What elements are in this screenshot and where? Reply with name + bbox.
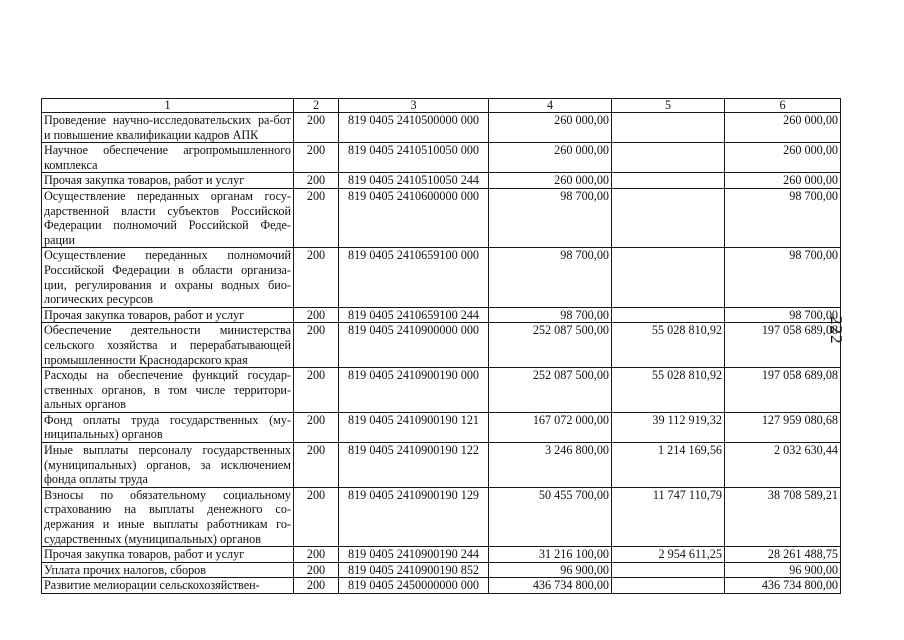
row-col2-cell: 200 <box>294 113 339 143</box>
row-col2-cell: 200 <box>294 323 339 368</box>
table-row <box>42 562 841 578</box>
remaining-amount-cell: 260 000,00 <box>725 173 841 189</box>
table-row <box>42 113 841 143</box>
row-col2-cell: 200 <box>294 562 339 578</box>
executed-amount-cell: 2 954 611,25 <box>612 547 725 563</box>
budget-code-cell: 819 0405 2410900190 000 <box>339 368 489 413</box>
row-col2-cell: 200 <box>294 443 339 488</box>
budget-code-cell: 819 0405 2450000000 000 <box>339 578 489 594</box>
budget-code-cell: 819 0405 2410900190 121 <box>339 412 489 442</box>
approved-amount-cell: 50 455 700,00 <box>489 487 612 546</box>
row-col2-cell: 200 <box>294 547 339 563</box>
approved-amount-cell: 252 087 500,00 <box>489 368 612 413</box>
row-name-cell: Обеспечение деятельности министерства сельского хозяйства и перерабатывающей промышленности Краснодарского края <box>42 323 294 368</box>
remaining-amount-cell: 197 058 689,08 <box>725 323 841 368</box>
executed-amount-cell <box>612 248 725 307</box>
row-col2-cell: 200 <box>294 173 339 189</box>
executed-amount-cell: 39 112 919,32 <box>612 412 725 442</box>
budget-code-cell: 819 0405 2410900190 852 <box>339 562 489 578</box>
approved-amount-cell: 3 246 800,00 <box>489 443 612 488</box>
executed-amount-cell: 55 028 810,92 <box>612 368 725 413</box>
remaining-amount-cell: 436 734 800,00 <box>725 578 841 594</box>
page-number: 222 <box>827 316 846 345</box>
remaining-amount-cell: 98 700,00 <box>725 248 841 307</box>
remaining-amount-cell: 96 900,00 <box>725 562 841 578</box>
row-name-cell: Развитие мелиорации сельскохозяйствен- <box>42 578 294 594</box>
table-row <box>42 443 841 488</box>
row-col2-cell: 200 <box>294 368 339 413</box>
remaining-amount-cell: 197 058 689,08 <box>725 368 841 413</box>
approved-amount-cell: 436 734 800,00 <box>489 578 612 594</box>
budget-code-cell: 819 0405 2410900190 244 <box>339 547 489 563</box>
approved-amount-cell: 252 087 500,00 <box>489 323 612 368</box>
table-row <box>42 323 841 368</box>
executed-amount-cell: 11 747 110,79 <box>612 487 725 546</box>
executed-amount-cell <box>612 562 725 578</box>
table-row <box>42 368 841 413</box>
budget-code-cell: 819 0405 2410600000 000 <box>339 188 489 247</box>
remaining-amount-cell: 260 000,00 <box>725 113 841 143</box>
header-col-6: 6 <box>725 99 841 113</box>
table-row <box>42 547 841 563</box>
remaining-amount-cell: 260 000,00 <box>725 143 841 173</box>
row-col2-cell: 200 <box>294 143 339 173</box>
row-name-cell: Прочая закупка товаров, работ и услуг <box>42 547 294 563</box>
header-col-3: 3 <box>339 99 489 113</box>
budget-code-cell: 819 0405 2410500000 000 <box>339 113 489 143</box>
row-name-cell: Уплата прочих налогов, сборов <box>42 562 294 578</box>
approved-amount-cell: 98 700,00 <box>489 188 612 247</box>
row-name-cell: Прочая закупка товаров, работ и услуг <box>42 173 294 189</box>
table-row <box>42 412 841 442</box>
row-name-cell: Осуществление переданных полномочий Российской Федерации в области организа-ции, регулирования и охраны водных био-логических ресурсов <box>42 248 294 307</box>
budget-table <box>41 98 841 594</box>
budget-code-cell: 819 0405 2410900190 129 <box>339 487 489 546</box>
budget-code-cell: 819 0405 2410510050 000 <box>339 143 489 173</box>
executed-amount-cell <box>612 188 725 247</box>
executed-amount-cell <box>612 173 725 189</box>
approved-amount-cell: 260 000,00 <box>489 143 612 173</box>
table-row <box>42 248 841 307</box>
row-name-cell: Фонд оплаты труда государственных (му-ниципальных) органов <box>42 412 294 442</box>
table-row <box>42 307 841 323</box>
row-col2-cell: 200 <box>294 412 339 442</box>
header-col-4: 4 <box>489 99 612 113</box>
table-row <box>42 173 841 189</box>
table-row <box>42 578 841 594</box>
row-name-cell: Взносы по обязательному социальному страхованию на выплаты денежного со-держания и иные выплаты работникам го-сударственных (муниципальных) органов <box>42 487 294 546</box>
remaining-amount-cell: 98 700,00 <box>725 307 841 323</box>
table-row <box>42 487 841 546</box>
header-col-2: 2 <box>294 99 339 113</box>
remaining-amount-cell: 98 700,00 <box>725 188 841 247</box>
row-name-cell: Иные выплаты персоналу государственных (муниципальных) органов, за исключением фонда оплаты труда <box>42 443 294 488</box>
table-row <box>42 188 841 247</box>
budget-code-cell: 819 0405 2410659100 244 <box>339 307 489 323</box>
row-name-cell: Прочая закупка товаров, работ и услуг <box>42 307 294 323</box>
executed-amount-cell: 1 214 169,56 <box>612 443 725 488</box>
approved-amount-cell: 260 000,00 <box>489 113 612 143</box>
budget-code-cell: 819 0405 2410900190 122 <box>339 443 489 488</box>
row-name-cell: Проведение научно-исследовательских ра-бот и повышение квалификации кадров АПК <box>42 113 294 143</box>
remaining-amount-cell: 127 959 080,68 <box>725 412 841 442</box>
row-col2-cell: 200 <box>294 248 339 307</box>
approved-amount-cell: 260 000,00 <box>489 173 612 189</box>
header-col-5: 5 <box>612 99 725 113</box>
budget-code-cell: 819 0405 2410510050 244 <box>339 173 489 189</box>
budget-code-cell: 819 0405 2410900000 000 <box>339 323 489 368</box>
row-col2-cell: 200 <box>294 487 339 546</box>
row-col2-cell: 200 <box>294 188 339 247</box>
approved-amount-cell: 167 072 000,00 <box>489 412 612 442</box>
row-name-cell: Научное обеспечение агропромышленного комплекса <box>42 143 294 173</box>
row-name-cell: Осуществление переданных органам госу-дарственной власти субъектов Российской Федерации полномочий Российской Феде-рации <box>42 188 294 247</box>
approved-amount-cell: 31 216 100,00 <box>489 547 612 563</box>
remaining-amount-cell: 2 032 630,44 <box>725 443 841 488</box>
budget-code-cell: 819 0405 2410659100 000 <box>339 248 489 307</box>
approved-amount-cell: 98 700,00 <box>489 248 612 307</box>
table-row <box>42 143 841 173</box>
header-col-1: 1 <box>42 99 294 113</box>
row-col2-cell: 200 <box>294 578 339 594</box>
remaining-amount-cell: 28 261 488,75 <box>725 547 841 563</box>
approved-amount-cell: 98 700,00 <box>489 307 612 323</box>
approved-amount-cell: 96 900,00 <box>489 562 612 578</box>
executed-amount-cell <box>612 578 725 594</box>
executed-amount-cell: 55 028 810,92 <box>612 323 725 368</box>
row-col2-cell: 200 <box>294 307 339 323</box>
executed-amount-cell <box>612 113 725 143</box>
executed-amount-cell <box>612 307 725 323</box>
executed-amount-cell <box>612 143 725 173</box>
remaining-amount-cell: 38 708 589,21 <box>725 487 841 546</box>
table-header-row <box>42 99 841 113</box>
row-name-cell: Расходы на обеспечение функций государ-ственных органов, в том числе территори-альных органов <box>42 368 294 413</box>
